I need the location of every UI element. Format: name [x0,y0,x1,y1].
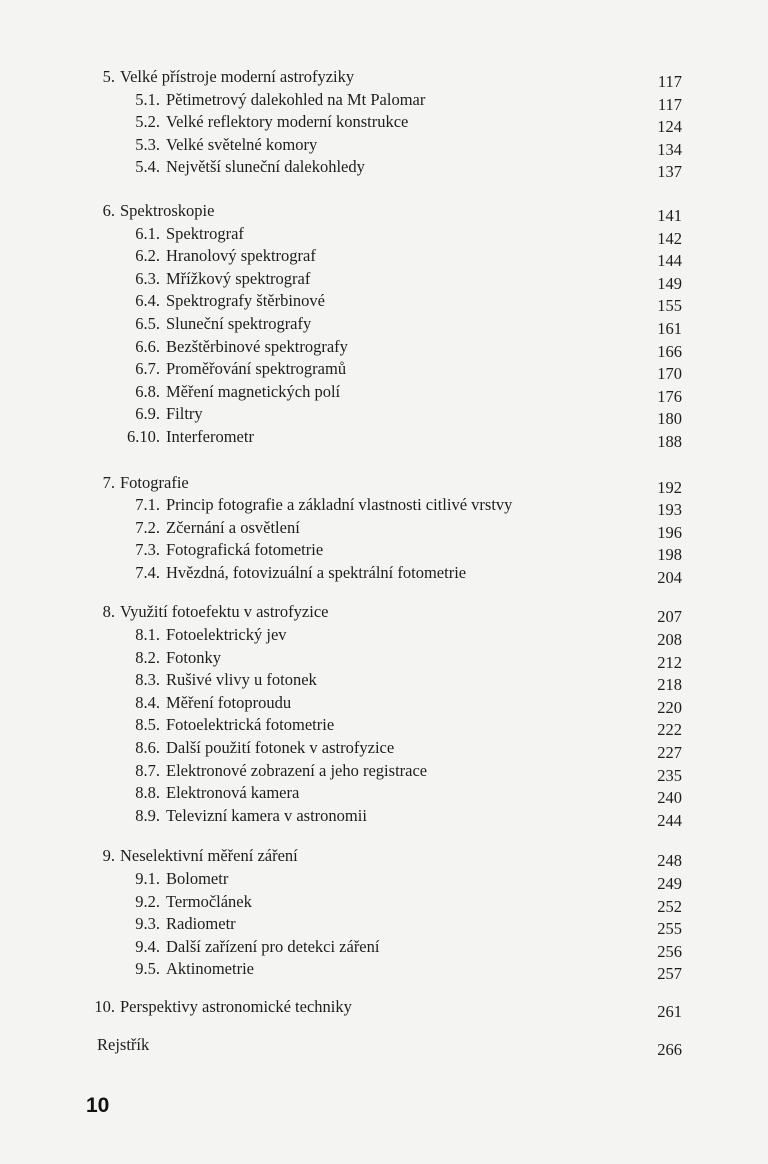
chapter-group [0,601,768,830]
entry-title: Proměřování spektrogramů [166,359,347,379]
section-entry [0,913,768,939]
entry-title: Spektrograf [166,223,244,243]
table-of-contents [0,66,768,1059]
entry-page: 137 [657,162,682,182]
chapter-entry [0,601,768,627]
entry-page: 261 [657,1001,682,1021]
entry-title: Perspektivy astronomické techniky [120,996,352,1016]
entry-num: 8.3. [135,670,160,690]
entry-num: 6.8. [135,381,160,401]
entry-page: 180 [657,409,682,429]
entry-title: Fotografie [120,472,189,492]
entry-title: Velké reflektory moderní konstrukce [166,112,409,132]
entry-page: 257 [657,964,682,984]
entry-title: Fotografická fotometrie [166,540,324,560]
entry-num: 10. [94,996,115,1016]
entry-title: Fotoelektrický jev [166,625,287,645]
chapter-entry [0,66,768,89]
entry-page: 155 [657,296,682,316]
entry-page: 161 [657,318,682,338]
entry-page: 188 [657,431,682,451]
section-entry [0,936,768,959]
section-entry [0,381,768,404]
entry-title: Velké světelné komory [166,134,318,154]
entry-num: 7.4. [135,562,160,582]
entry-page: 144 [657,251,682,271]
entry-title: Elektronové zobrazení a jeho registrace [166,760,428,780]
entry-page: 142 [657,228,682,248]
entry-num: 6.10. [127,426,160,446]
entry-title: Bolometr [166,869,229,888]
entry-num: 5.2. [135,112,160,132]
entry-title: Největší sluneční dalekohledy [166,157,365,177]
chapter-entry [0,200,768,223]
entry-page: 212 [657,652,682,672]
entry-num: 6.2. [135,246,160,266]
section-entry [0,624,768,650]
section-entry [0,669,768,695]
section-entry [0,517,768,540]
entry-title: Radiometr [166,914,236,934]
entry-page: 170 [657,364,682,384]
entry-num: 5. [102,67,115,86]
entry-page: 208 [657,630,682,650]
entry-num: 6.4. [135,291,160,311]
entry-num: 9.5. [135,959,160,979]
section-entry [0,692,768,715]
entry-title: Aktinometrie [166,959,254,979]
section-entry [0,245,768,271]
chapter-entry [0,472,768,495]
entry-page: 240 [657,788,682,808]
entry-num: 7. [102,472,115,492]
entry-page: 193 [657,500,682,520]
entry-title: Neselektivní měření záření [120,846,298,866]
section-entry [0,737,768,763]
entry-title: Zčernání a osvětlení [166,517,300,537]
section-entry [0,134,768,157]
entry-title: Pětimetrový dalekohled na Mt Palomar [166,89,426,109]
index-group [0,1034,768,1057]
section-entry [0,539,768,565]
index-entry [0,1034,768,1057]
entry-title: Hranolový spektrograf [166,246,316,266]
entry-num: 9. [102,846,115,866]
section-entry [0,223,768,246]
entry-num: 8.8. [135,783,160,803]
chapter-entry [0,845,768,871]
entry-page: 248 [657,851,682,871]
section-entry [0,403,768,429]
entry-num: 9.2. [135,891,160,911]
entry-title: Televizní kamera v astronomii [166,805,367,825]
entry-page: 124 [657,117,682,137]
entry-num: 6.1. [135,223,160,243]
entry-num: 6.5. [135,313,160,333]
chapter-group [0,845,768,984]
entry-page: 218 [657,675,682,695]
entry-page: 198 [657,545,682,565]
section-entry [0,760,768,783]
section-entry [0,782,768,808]
section-entry [0,714,768,740]
entry-num: 8.6. [135,738,160,758]
entry-num: 8.5. [135,715,160,735]
entry-num: 5.3. [135,134,160,154]
chapter-group [0,472,768,585]
entry-num: 8.1. [135,625,160,645]
entry-num: 7.2. [135,517,160,537]
entry-page: 134 [657,139,682,159]
entry-title: Fotoelektrická fotometrie [166,715,335,735]
entry-title: Měření fotoproudu [166,692,292,712]
entry-title: Spektroskopie [120,200,215,220]
entry-page: 204 [657,567,682,587]
section-entry [0,358,768,384]
chapter-group [0,996,768,1019]
entry-num: 8.2. [135,647,160,667]
entry-page: 141 [657,205,682,225]
entry-num: 5.4. [135,157,160,177]
entry-num: 6.9. [135,404,160,424]
entry-title: Velké přístroje moderní astrofyziky [120,67,355,86]
entry-title: Mřížkový spektrograf [166,268,311,288]
entry-num: 9.3. [135,914,160,934]
entry-title: Rejstřík [97,1034,150,1054]
page-number: 10 [86,1094,110,1117]
section-entry [0,805,768,828]
section-entry [0,313,768,336]
entry-page: 252 [657,896,682,916]
entry-title: Měření magnetických polí [166,381,341,401]
entry-title: Sluneční spektrografy [166,313,312,333]
entry-title: Využití fotoefektu v astrofyzice [120,602,329,622]
entry-title: Rušivé vlivy u fotonek [166,670,317,690]
section-entry [0,647,768,670]
entry-page: 244 [657,810,682,830]
entry-page: 192 [657,477,682,497]
entry-title: Termočlánek [166,891,252,911]
entry-page: 207 [657,607,682,627]
chapter-group [0,200,768,449]
entry-page: 220 [657,697,682,717]
entry-page: 227 [657,743,682,763]
entry-title: Fotonky [166,647,222,667]
entry-num: 7.3. [135,540,160,560]
entry-title: Další použití fotonek v astrofyzice [166,738,395,758]
entry-page: 176 [657,386,682,406]
section-entry [0,494,768,520]
entry-page: 255 [657,919,682,939]
entry-page: 256 [657,941,682,961]
entry-title: Elektronová kamera [166,783,300,803]
entry-title: Filtry [166,404,203,424]
entry-title: Další zařízení pro detekci záření [166,936,380,956]
chapter-entry [0,996,768,1019]
entry-num: 8.4. [135,692,160,712]
entry-title: Princip fotografie a základní vlastnosti citlivé vrstvy [166,495,513,515]
entry-page: 166 [657,341,682,361]
entry-page: 117 [657,72,682,91]
entry-page: 249 [657,874,682,893]
section-entry [0,958,768,984]
entry-num: 8. [102,602,115,622]
entry-title: Bezštěrbinové spektrografy [166,336,348,356]
section-entry [0,336,768,359]
section-entry [0,868,768,891]
entry-page: 266 [657,1039,682,1059]
entry-title: Spektrografy štěrbinové [166,291,325,311]
section-entry [0,290,768,316]
section-entry [0,111,768,137]
section-entry [0,426,768,449]
entry-page: 117 [657,94,682,114]
chapter-group [0,66,768,182]
entry-page: 196 [657,522,682,542]
entry-num: 6.3. [135,268,160,288]
section-entry [0,891,768,914]
entry-num: 8.7. [135,760,160,780]
entry-num: 9.4. [135,936,160,956]
entry-title: Hvězdná, fotovizuální a spektrální fotometrie [166,562,467,582]
entry-num: 7.1. [135,495,160,515]
entry-page: 235 [657,765,682,785]
section-entry [0,156,768,182]
entry-num: 6. [102,200,115,220]
entry-page: 222 [657,720,682,740]
entry-title: Interferometr [166,426,254,446]
section-entry [0,89,768,112]
entry-page: 149 [657,273,682,293]
section-entry [0,562,768,585]
entry-num: 8.9. [135,805,160,825]
entry-num: 9.1. [135,869,160,888]
entry-num: 5.1. [135,89,160,109]
section-entry [0,268,768,291]
entry-num: 6.7. [135,359,160,379]
entry-num: 6.6. [135,336,160,356]
